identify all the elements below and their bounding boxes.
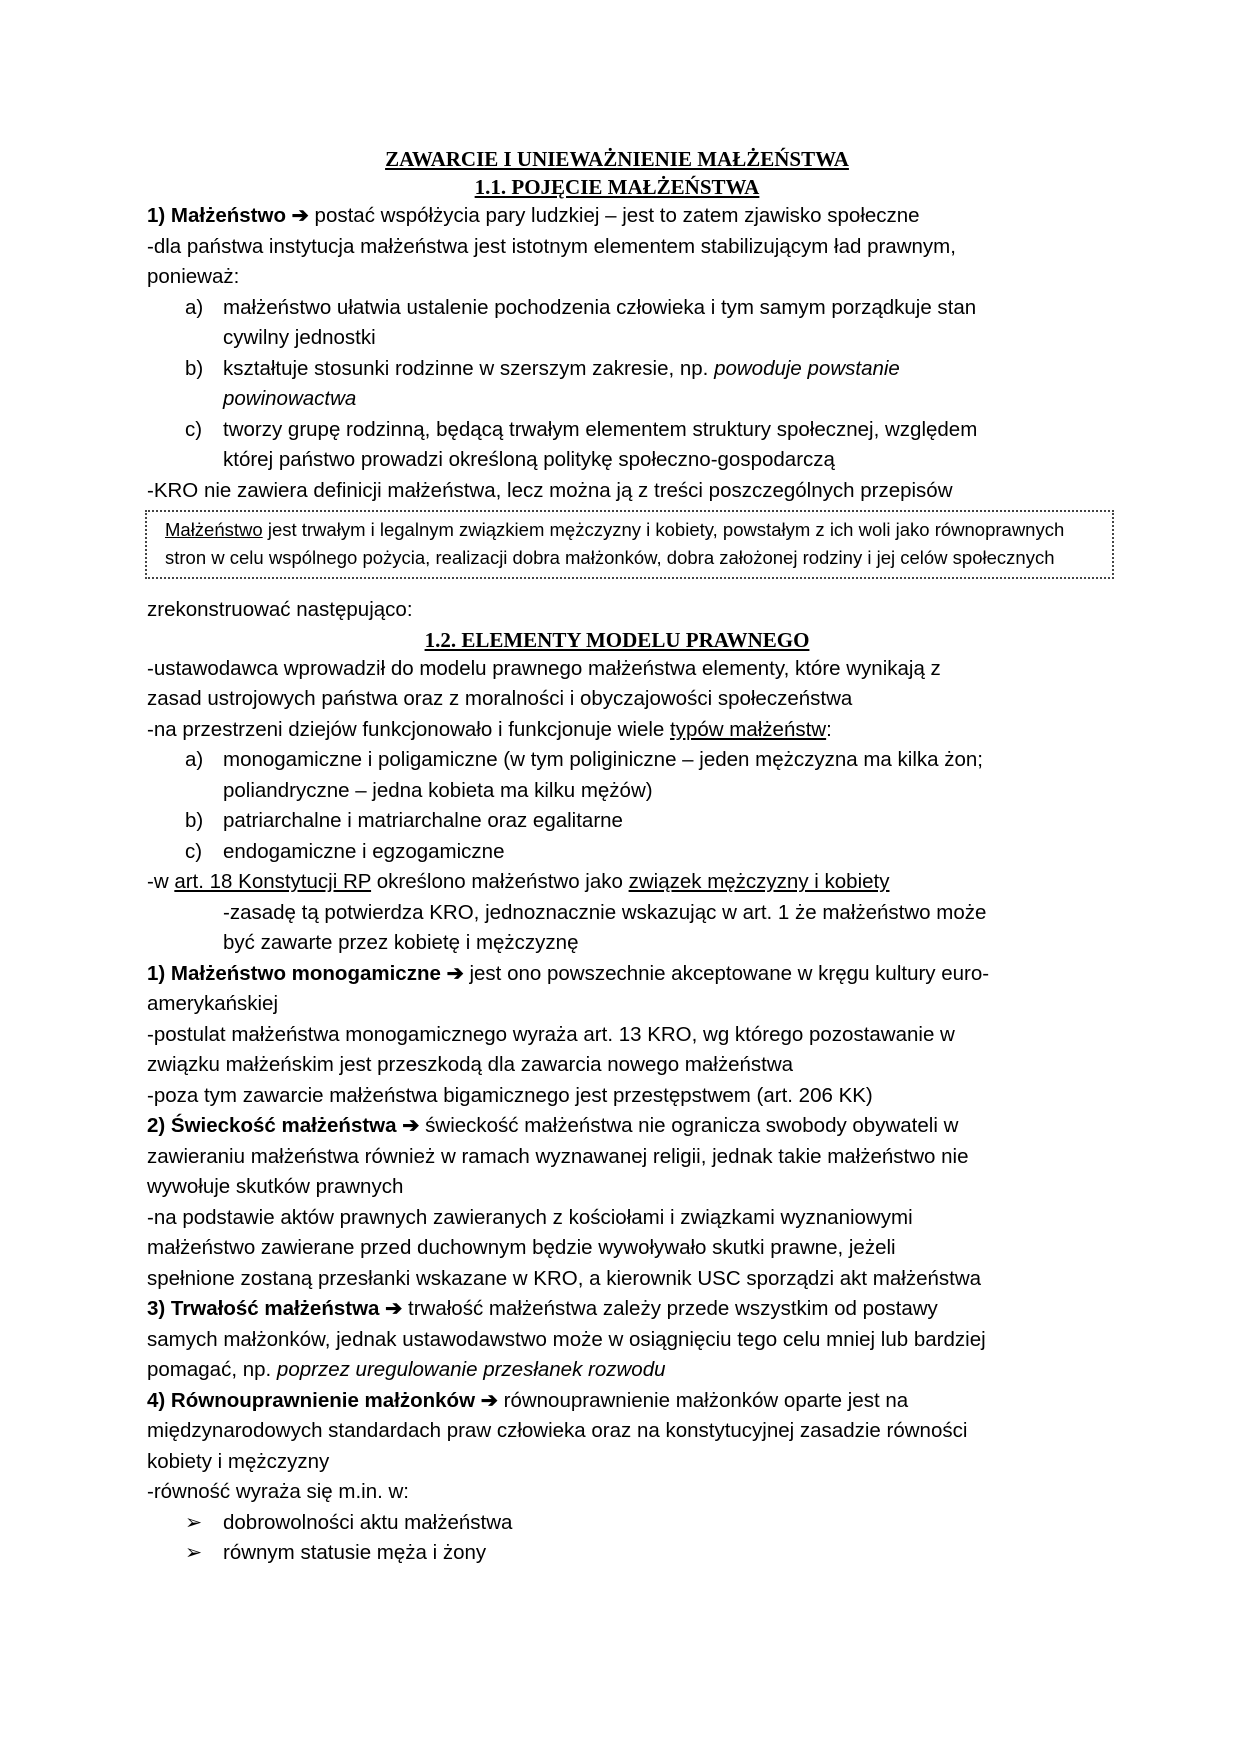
paragraph-text: -w art. 18 Konstytucji RP określono małżeństwo jako związek mężczyzny i kobiety <box>147 870 890 893</box>
paragraph-malzenstwo-head: 1) Małżeństwo ➔ postać współżycia pary ludzkiej – jest to zatem zjawisko społeczne <box>147 204 920 227</box>
list-item: c) endogamiczne i egzogamiczne <box>185 839 505 863</box>
paragraph-trwalosc-head: 3) Trwałość małżeństwa ➔ trwałość małżeństwa zależy przede wszystkim od postawy <box>147 1297 938 1320</box>
list-item: ➢ dobrowolności aktu małżeństwa <box>147 1508 1087 1539</box>
paragraph-text: -zasadę tą potwierdza KRO, jednoznacznie wskazując w art. 1 że małżeństwo może <box>223 900 987 924</box>
list-item: a) małżeństwo ułatwia ustalenie pochodzenia człowieka i tym samym porządkuje stan cywilny jednostki <box>185 295 977 349</box>
arrow-icon: ➔ <box>480 1388 498 1412</box>
document-page: ZAWARCIE I UNIEWAŻNIENIE MAŁŻEŃSTWA 1.1. POJĘCIE MAŁŻEŃSTWA 1) Małżeństwo ➔ postać współżycia pary ludzkiej – jest to zatem zjawisko społeczne -dla państwa instytucja małżeństwa jest istotnym elementem stabilizującym ład prawnym, ponieważ: a) małżeństwo ułatwia ustalenie pochodzenia człowieka i tym samym porządkuje stan cywilny jednostki b) kształtuje stosunki rodzinne w szerszym zakresie, np. powoduje powstanie powinowactwa c) tworzy grupę rodzinną, będącą trwałym elementem struktury społecznej, względem której państwo prowadzi określoną politykę społeczno-gospodarczą -KRO nie zawiera definicji małżeństwa, lecz można ją z treści poszczególnych przepisów Małżeństwo jest trwałym i legalnym związkiem mężczyzny i kobiety, powstałym z ich woli jako równoprawnych stron w celu wspólnego pożycia, realizacji dobra małżonków, dobra założonej rodziny i jej celów społecznych zrekonstruować następująco: 1.2. ELEMENTY MODELU PRAWNEGO -ustawodawca wprowadził do modelu prawnego małżeństwa elementy, które wynikają z zasad ustrojowych państwa oraz z moralności i obyczajowości społeczeństwa -na przestrzeni dziejów funkcjonowało i funkcjonuje wiele typów małżeństw: a) monogamiczne i poligamiczne (w tym poliginiczne – jeden mężczyzna ma kilka żon; poliandryczne – jedna kobieta ma kilku mężów) b) patriarchalne i matriarchalne oraz egalitarne c) endogamiczne i egzogamiczne -w art. 18 Konstytucji RP określono małżeństwo jako związek mężczyzny i kobiety -zasadę tą potwierdza KRO, jednoznacznie wskazując w art. 1 że małżeństwo może być zawarte przez kobietę i mężczyznę 1) Małżeństwo monogamiczne ➔ jest ono powszechnie akceptowane w kręgu kultury euro- amerykańskiej -postulat małżeństwa monogamicznego wyraża art. 13 KRO, wg którego pozostawanie w związku małżeńskim jest przeszkodą dla zawarcia nowego małżeństwa -poza tym zawarcie małżeństwa bigamicznego jest przestępstwem (art. 206 KK) 2) Świeckość małżeństwa ➔ świeckość małżeństwa nie ogranicza swobody obywateli w zawieraniu małżeństwa również w ramach wyznawanej religii, jednak takie małżeństwo nie wywołuje skutków prawnych -na podstawie aktów prawnych zawieranych z kościołami i związkami wyznaniowymi małżeństwo zawierane przed duchownym będzie wywoływało skutki prawne, jeżeli spełnione zostaną przesłanki wskazane w KRO, a kierownik USC sporządzi akt małżeństwa 3) Trwałość małżeństwa ➔ trwałość małżeństwa zależy przede wszystkim od postawy samych małżonków, jednak ustawodawstwo może w osiągnięciu tego celu mniej lub bardziej pomagać, np. poprzez uregulowanie przesłanek rozwodu 4) Równouprawnienie małżonków ➔ równouprawnienie małżonków oparte jest na międzynarodowych standardach praw człowieka oraz na konstytucyjnej zasadzie równości kobiety i mężczyzny -równość wyraża się m.in. w: ➢ dobrowolności aktu małżeństwa ➢ równym statusie męża i żony <box>147 145 1087 1569</box>
list-item: a) monogamiczne i poligamiczne (w tym poliginiczne – jeden mężczyzna ma kilka żon; poliandryczne – jedna kobieta ma kilku mężów) <box>185 748 983 802</box>
paragraph-text: -ustawodawca wprowadził do modelu prawnego małżeństwa elementy, które wynikają z <box>147 656 941 680</box>
document-title: ZAWARCIE I UNIEWAŻNIENIE MAŁŻEŃSTWA <box>385 147 849 171</box>
paragraph-text: -na przestrzeni dziejów funkcjonowało i funkcjonuje wiele typów małżeństw: <box>147 717 832 741</box>
list-item: ➢ równym statusie męża i żony <box>147 1538 1087 1569</box>
list-equality <box>147 1508 1087 1569</box>
paragraph-mono-head: 1) Małżeństwo monogamiczne ➔ jest ono powszechnie akceptowane w kręgu kultury euro- <box>147 961 990 985</box>
list-types <box>147 745 1087 867</box>
list-reasons <box>147 293 1087 476</box>
paragraph-text: być zawarte przez kobietę i mężczyznę <box>223 931 579 954</box>
list-item: b) patriarchalne i matriarchalne oraz egalitarne <box>185 809 623 832</box>
definition-box: Małżeństwo jest trwałym i legalnym związkiem mężczyzny i kobiety, powstałym z ich woli jako równoprawnych stron w celu wspólnego pożycia, realizacji dobra małżonków, dobra założonej rodziny i jej celów społecznych <box>145 510 1114 579</box>
bullet-arrow-icon: ➢ <box>185 1541 203 1564</box>
arrow-icon: ➔ <box>446 961 464 985</box>
list-item: c) tworzy grupę rodzinną, będącą trwałym elementem struktury społecznej, względem której państwo prowadzi określoną politykę społeczno-gospodarczą <box>185 417 978 471</box>
arrow-icon: ➔ <box>402 1114 420 1137</box>
section-title-1-2: 1.2. ELEMENTY MODELU PRAWNEGO <box>424 627 810 652</box>
paragraph-text: zrekonstruować następująco: <box>147 598 413 621</box>
paragraph-text: -dla państwa instytucja małżeństwa jest istotnym elementem stabilizującym ład prawnym, <box>147 234 956 258</box>
bullet-arrow-icon: ➢ <box>185 1510 203 1534</box>
section-title-1-1: 1.1. POJĘCIE MAŁŻEŃSTWA <box>474 175 760 199</box>
list-item: b) kształtuje stosunki rodzinne w szerszym zakresie, np. powoduje powstanie powinowactwa <box>185 356 900 410</box>
paragraph-text: ponieważ: <box>147 265 240 288</box>
paragraph-swieckosc-head: 2) Świeckość małżeństwa ➔ świeckość małżeństwa nie ogranicza swobody obywateli w <box>147 1114 959 1137</box>
arrow-icon: ➔ <box>291 204 309 227</box>
paragraph-text: zasad ustrojowych państwa oraz z moralności i obyczajowości społeczeństwa <box>147 687 853 710</box>
paragraph-text: -KRO nie zawiera definicji małżeństwa, lecz można ją z treści poszczególnych przepisów <box>147 478 953 502</box>
paragraph-rownouprawnienie-head: 4) Równouprawnienie małżonków ➔ równouprawnienie małżonków oparte jest na <box>147 1388 909 1412</box>
arrow-icon: ➔ <box>385 1297 403 1320</box>
